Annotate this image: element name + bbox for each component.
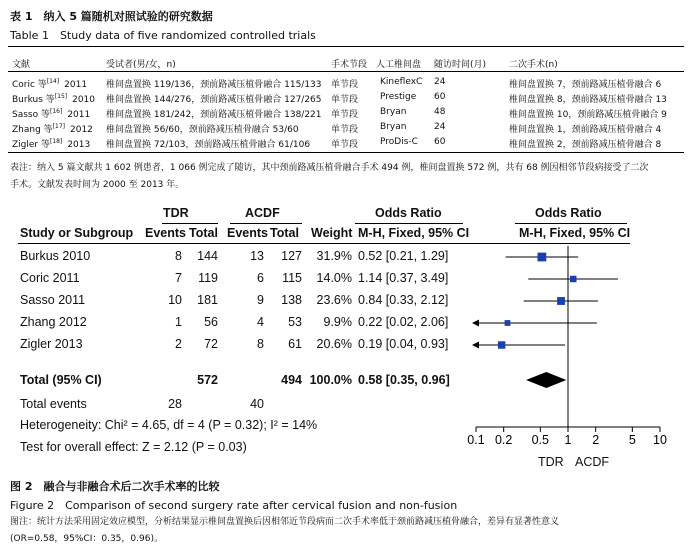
- study-marker: [570, 276, 576, 282]
- cell-followup: 60: [434, 92, 446, 102]
- col-weight: Weight: [311, 226, 353, 240]
- cell-followup: 24: [434, 122, 446, 132]
- cell-reop: 椎间盘置换 8，颈前路减压植骨融合 13: [509, 95, 667, 105]
- cell-disc: KineflexC: [380, 77, 423, 87]
- cell-level: 单节段: [331, 125, 359, 135]
- or-plot-header: Odds Ratio: [535, 206, 602, 220]
- figure-caption-cn: 图 2 融合与非融合术后二次手术率的比较: [10, 480, 220, 493]
- year-text: 2012: [70, 125, 93, 135]
- col-header-followup: 随访时间(月): [434, 60, 487, 70]
- cell-level: 单节段: [331, 110, 359, 120]
- author-text: Coric 等: [12, 80, 47, 90]
- cell-followup: 60: [434, 137, 446, 147]
- forest-cell-name: Sasso 2011: [20, 293, 86, 307]
- col-header-level: 手术节段: [331, 60, 368, 70]
- group-header-acdf: ACDF: [245, 206, 280, 220]
- forest-cell-weight: 9.9%: [323, 315, 352, 329]
- author-text: Zhang 等: [12, 125, 53, 135]
- events-acdf: 40: [250, 397, 264, 411]
- total-acdf: 494: [281, 373, 302, 387]
- cell-disc: Prestige: [380, 92, 417, 102]
- study-marker: [498, 341, 505, 348]
- cell-followup: 48: [434, 107, 446, 117]
- author-text: Zigler 等: [12, 140, 50, 150]
- author-text: Burkus 等: [12, 95, 55, 105]
- cell-disc: Bryan: [380, 122, 407, 132]
- study-marker: [537, 253, 546, 262]
- forest-cell-tdr-events: 10: [168, 293, 182, 307]
- forest-cell-acdf-total: 115: [282, 271, 302, 285]
- heterogeneity-text: Heterogeneity: Chi² = 4.65, df = 4 (P = 0.32); I² = 14%: [20, 418, 318, 432]
- forest-cell-tdr-total: 119: [198, 271, 218, 285]
- col-header-reop: 二次手术(n): [509, 60, 558, 70]
- cell-subjects: 椎间盘置换 119/136，颈前路减压植骨融合 115/133: [106, 80, 322, 90]
- year-text: 2013: [67, 140, 91, 150]
- ref-superscript: [14]: [46, 78, 60, 85]
- col-total-acdf: Total: [270, 226, 299, 240]
- study-marker: [557, 297, 565, 305]
- forest-cell-tdr-events: 7: [175, 271, 182, 285]
- col-events-tdr: Events: [145, 226, 186, 240]
- forest-cell-ci-text: 0.22 [0.02, 2.06]: [358, 315, 449, 329]
- cell-followup: 24: [434, 77, 446, 87]
- forest-cell-weight: 14.0%: [316, 271, 352, 285]
- col-method: M-H, Fixed, 95% CI: [358, 226, 470, 240]
- or-header: Odds Ratio: [375, 206, 442, 220]
- table-caption-en: Table 1 Study data of five randomized controlled trials: [10, 29, 316, 42]
- ci-arrow: [472, 342, 479, 349]
- forest-cell-acdf-total: 127: [281, 249, 302, 263]
- total-ci: 0.58 [0.35, 0.96]: [358, 373, 450, 387]
- ci-arrow: [472, 320, 479, 327]
- forest-cell-tdr-total: 144: [197, 249, 218, 263]
- forest-cell-tdr-total: 72: [204, 337, 218, 351]
- forest-cell-weight: 20.6%: [316, 337, 352, 351]
- cell-disc: Bryan: [380, 107, 407, 117]
- cell-disc: ProDis-C: [380, 137, 418, 147]
- forest-cell-acdf-events: 8: [257, 337, 264, 351]
- x-tick-label: 0.1: [467, 433, 485, 447]
- cell-level: 单节段: [331, 140, 359, 150]
- cell-reop: 椎间盘置换 2，颈前路减压植骨融合 8: [509, 140, 662, 150]
- cell-subjects: 椎间盘置换 144/276，颈前路减压植骨融合 127/265: [106, 95, 322, 105]
- favours-tdr: TDR: [538, 455, 564, 469]
- total-weight: 100.0%: [309, 373, 352, 387]
- cell-reop: 椎间盘置换 1，颈前路减压植骨融合 4: [509, 125, 662, 135]
- forest-cell-ci-text: 0.52 [0.21, 1.29]: [358, 249, 449, 263]
- x-tick-label: 5: [628, 433, 636, 447]
- events-tdr: 28: [168, 397, 182, 411]
- group-header-tdr: TDR: [163, 206, 189, 220]
- year-text: 2010: [72, 95, 96, 105]
- cell-subjects: 椎间盘置换 181/242，颈前路减压植骨融合 138/221: [106, 110, 322, 120]
- total-label: Total (95% CI): [20, 373, 102, 387]
- ref-superscript: [16]: [49, 108, 63, 115]
- forest-cell-acdf-events: 4: [257, 315, 264, 329]
- favours-acdf: ACDF: [575, 455, 610, 469]
- col-header-ref: 文献: [12, 60, 31, 70]
- table-note-1: 表注：纳入 5 篇文献共 1 602 例患者，1 066 例完成了随访，其中颈前路减压植骨融合手术 494 例，椎间盘置换 572 例，共有 68 例因相邻节段病接受了二次: [10, 163, 649, 173]
- x-tick-label: 1: [564, 433, 572, 447]
- forest-cell-tdr-events: 1: [175, 315, 182, 329]
- total-tdr: 572: [197, 373, 218, 387]
- pooled-diamond: [526, 372, 566, 388]
- forest-cell-acdf-events: 6: [257, 271, 264, 285]
- forest-cell-name: Zigler 2013: [20, 337, 83, 351]
- forest-cell-tdr-events: 8: [175, 249, 182, 263]
- col-header-subjects: 受试者(男/女，n): [106, 60, 176, 70]
- cell-subjects: 椎间盘置换 56/60，颈前路减压植骨融合 53/60: [106, 125, 299, 135]
- forest-cell-tdr-total: 56: [204, 315, 218, 329]
- ref-superscript: [15]: [54, 93, 68, 100]
- forest-cell-ci-text: 0.19 [0.04, 0.93]: [358, 337, 449, 351]
- figure-caption-en: Figure 2 Comparison of second surgery rate after cervical fusion and non-fusion: [10, 499, 458, 512]
- ref-superscript: [17]: [52, 123, 65, 130]
- x-tick-label: 2: [592, 433, 600, 447]
- overall-effect-text: Test for overall effect: Z = 2.12 (P = 0.03): [20, 440, 247, 454]
- figure-note-1: 图注：统计方法采用固定效应模型，分析结果显示椎间盘置换后因相邻近节段病而二次手术率低于颈前路减压植骨融合，差异有显著性意义: [10, 517, 560, 527]
- forest-cell-tdr-total: 181: [197, 293, 218, 307]
- x-tick-label: 0.2: [494, 433, 513, 447]
- col-method-plot: M-H, Fixed, 95% CI: [519, 226, 631, 240]
- ref-superscript: [18]: [49, 138, 63, 145]
- forest-cell-acdf-events: 9: [257, 293, 264, 307]
- author-text: Sasso 等: [12, 110, 50, 120]
- forest-cell-acdf-total: 61: [288, 337, 302, 351]
- forest-cell-acdf-total: 138: [281, 293, 302, 307]
- forest-cell-name: Burkus 2010: [20, 249, 91, 263]
- forest-cell-weight: 31.9%: [316, 249, 352, 263]
- x-tick-label: 0.5: [531, 433, 550, 447]
- forest-cell-acdf-events: 13: [250, 249, 264, 263]
- events-label: Total events: [20, 397, 87, 411]
- x-tick-label: 10: [653, 433, 667, 447]
- col-header-disc: 人工椎间盘: [376, 60, 422, 70]
- cell-level: 单节段: [331, 80, 359, 90]
- year-text: 2011: [64, 80, 88, 90]
- forest-cell-name: Coric 2011: [20, 271, 80, 285]
- cell-level: 单节段: [331, 95, 359, 105]
- forest-cell-name: Zhang 2012: [20, 315, 87, 329]
- figure-note-2: (OR=0.58，95%CI：0.35，0.96)。: [10, 534, 163, 544]
- cell-reop: 椎间盘置换 10，颈前路减压植骨融合 9: [509, 110, 667, 120]
- forest-cell-tdr-events: 2: [175, 337, 182, 351]
- forest-cell-ci-text: 1.14 [0.37, 3.49]: [358, 271, 449, 285]
- forest-cell-acdf-total: 53: [288, 315, 302, 329]
- table-note-2: 手术。文献发表时间为 2000 至 2013 年。: [10, 180, 185, 190]
- col-study: Study or Subgroup: [20, 226, 134, 240]
- col-total-tdr: Total: [189, 226, 218, 240]
- forest-cell-ci-text: 0.84 [0.33, 2.12]: [358, 293, 449, 307]
- study-marker: [505, 320, 511, 326]
- table-caption-cn: 表 1 纳入 5 篇随机对照试验的研究数据: [10, 10, 213, 23]
- cell-reop: 椎间盘置换 7，颈前路减压植骨融合 6: [509, 80, 662, 90]
- forest-cell-weight: 23.6%: [316, 293, 352, 307]
- col-events-acdf: Events: [227, 226, 268, 240]
- cell-subjects: 椎间盘置换 72/103，颈前路减压植骨融合 61/106: [106, 140, 311, 150]
- year-text: 2011: [67, 110, 91, 120]
